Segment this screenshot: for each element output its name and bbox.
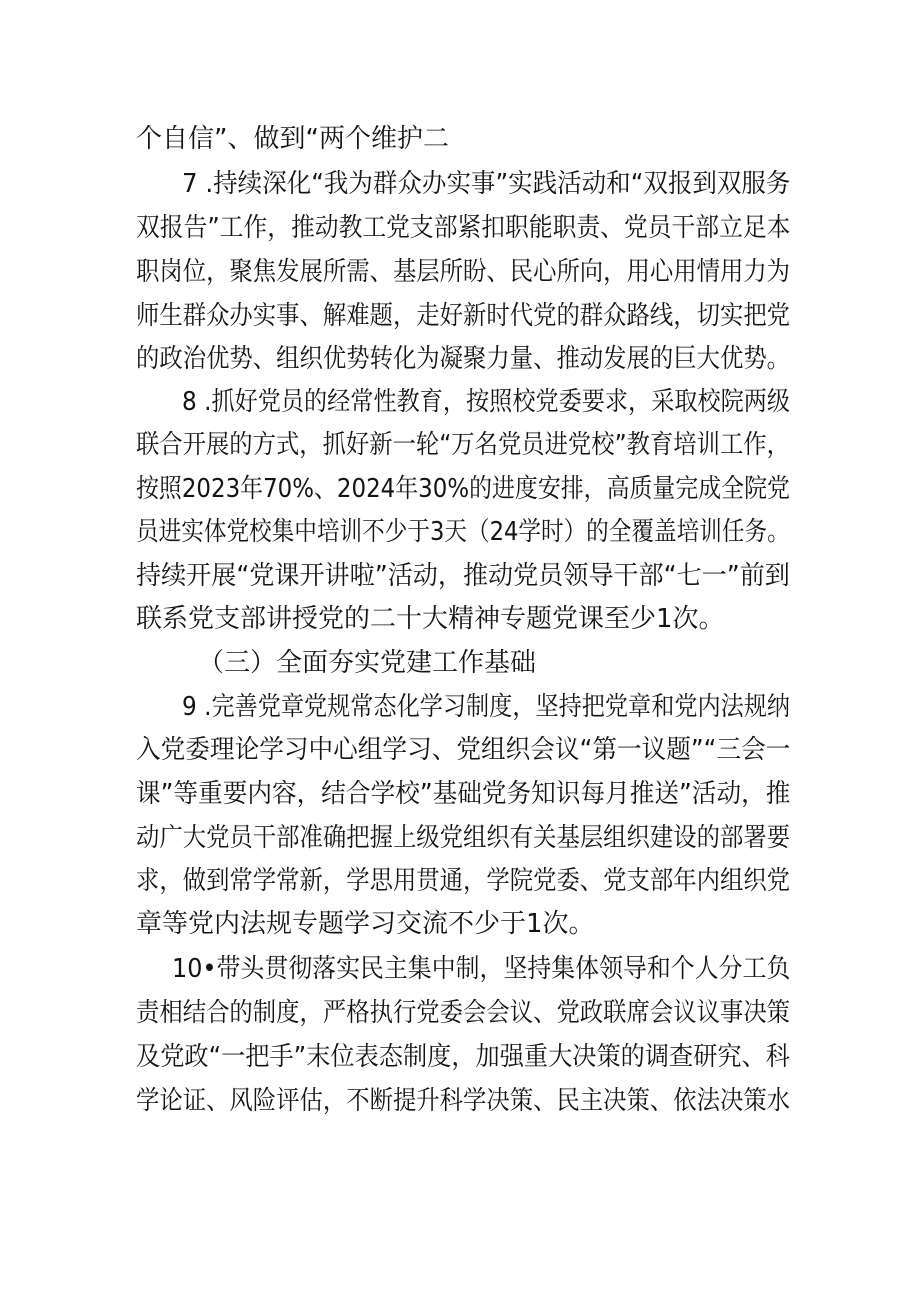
text-line: 员进实体党校集中培训不少于3天（24学时）的全覆盖培训任务。 [136, 517, 790, 547]
text-line: 联合开展的方式，抓好新一轮“万名党员进党校”教育培训工作， [136, 430, 790, 460]
text-line: 联系党支部讲授党的二十大精神专题党课至少1次。 [136, 604, 725, 634]
section-heading: （三）全面夯实党建工作基础 [198, 648, 537, 678]
text-line: 入党委理论学习中心组学习、党组织会议“第一议题”“三会一 [136, 735, 791, 765]
text-line: 及党政“一把手”末位表态制度，加强重大决策的调查研究、科 [136, 1042, 790, 1072]
text-line: 的政治优势、组织优势转化为凝聚力量、推动发展的巨大优势。 [136, 344, 791, 374]
text-line: 双报告”工作，推动教工党支部紧扣职能职责、党员干部立足本 [136, 213, 791, 243]
paragraph-7-start: 7 .持续深化“我为群众办实事”实践活动和“双报到双服务 [182, 169, 791, 199]
text-line: 学论证、风险评估，不断提升科学决策、民主决策、依法决策水 [136, 1086, 791, 1116]
paragraph-9-start: 9 .完善党章党规常态化学习制度，坚持把党章和党内法规纳 [182, 692, 791, 722]
text-line: 持续开展“党课开讲啦”活动，推动党员领导干部“七一”前到 [136, 561, 790, 591]
text-line: 责相结合的制度，严格执行党委会会议、党政联席会议议事决策 [136, 998, 791, 1028]
paragraph-8-start: 8 .抓好党员的经常性教育，按照校党委要求，采取校院两级 [182, 387, 791, 417]
paragraph-10-start: 10•带头贯彻落实民主集中制，坚持集体领导和个人分工负 [172, 954, 791, 984]
text-line: 课”等重要内容，结合学校”基础党务知识每月推送”活动，推 [136, 779, 791, 809]
text-line: 个自信”、做到“两个维护二 [136, 124, 449, 154]
text-line: 职岗位，聚焦发展所需、基层所盼、民心所向，用心用情用力为 [136, 257, 791, 287]
text-line: 动广大党员干部准确把握上级党组织有关基层组织建设的部署要 [136, 823, 791, 853]
text-line: 求，做到常学常新，学思用贯通，学院党委、党支部年内组织党 [136, 866, 791, 896]
text-line: 师生群众办实事、解难题，走好新时代党的群众路线，切实把党 [136, 301, 791, 331]
text-line: 按照2023年70%、2024年30%的进度安排，高质量完成全院党 [136, 474, 790, 504]
text-line: 章等党内法规专题学习交流不少于1次。 [136, 909, 595, 939]
